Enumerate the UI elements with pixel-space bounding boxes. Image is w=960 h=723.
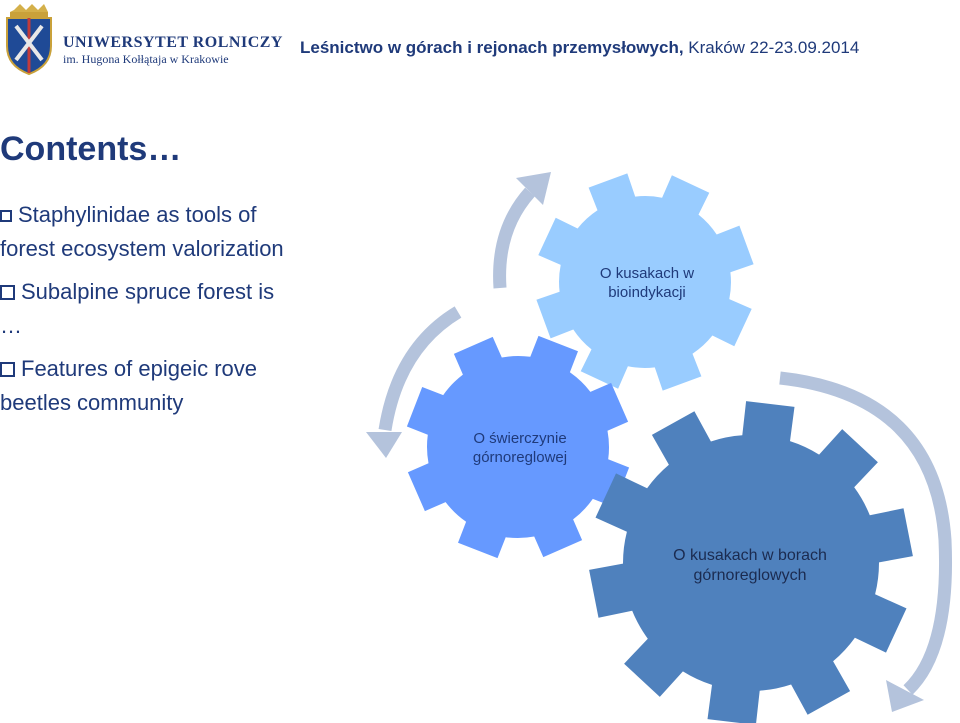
list-item-text: Subalpine spruce forest is … [0, 279, 275, 338]
gear-top-label-text: O kusakach w bioindykacji [599, 265, 695, 301]
university-name: UNIWERSYTET ROLNICZY [63, 34, 283, 51]
list-item-text: Features of epigeic rove beetles community [0, 356, 258, 415]
gear-middle-label-text: O świerczynie górnoreglowej [472, 430, 568, 466]
conference-title-bold: Leśnictwo w górach i rejonach przemysłowych, [300, 38, 684, 57]
list-item-text: Staphylinidae as tools of forest ecosystem valorization [0, 202, 284, 261]
arrow-top [500, 192, 530, 288]
arrow-left-head [366, 432, 402, 458]
page-title: Contents… [0, 130, 182, 168]
gear-middle-label [440, 429, 600, 467]
gear-large-label-text: O kusakach w borach górnoreglowych [673, 547, 827, 584]
gear-top-label [567, 264, 727, 302]
university-subtitle: im. Hugona Kołłątaja w Krakowie [63, 52, 229, 66]
conference-title-date: Kraków 22-23.09.2014 [683, 38, 860, 57]
gear-large-label [640, 546, 860, 586]
